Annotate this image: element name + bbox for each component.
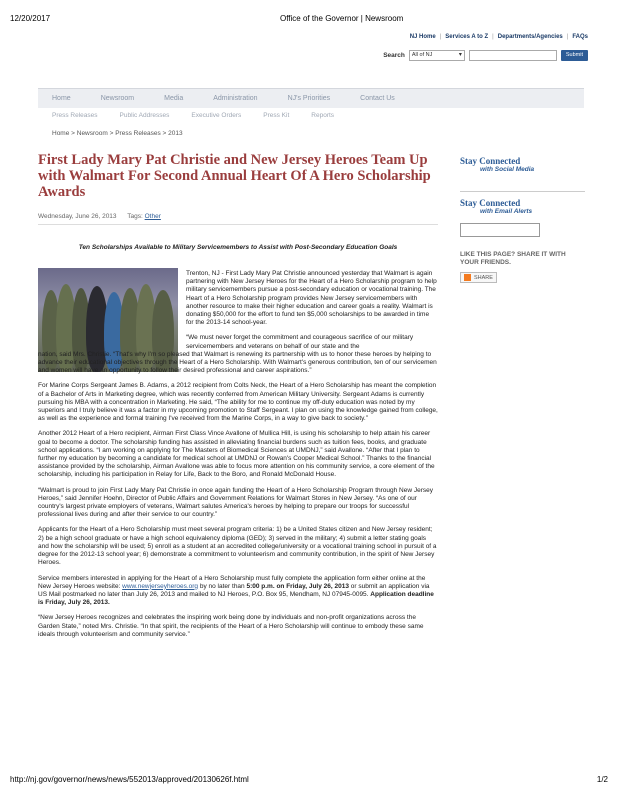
divider — [460, 191, 585, 192]
article-headline: First Lady Mary Pat Christie and New Jersey Heroes Team Up with Walmart For Second Annual Heart Of A Hero Scholarship Awards — [38, 152, 431, 200]
search-submit-button[interactable]: Submit — [561, 50, 588, 61]
separator: | — [492, 34, 494, 40]
nav-newsroom[interactable]: Newsroom — [100, 95, 135, 102]
search-label: Search — [383, 52, 405, 59]
toplink-nj-home[interactable]: NJ Home — [409, 34, 436, 40]
paragraph-avallone: Another 2012 Heart of a Hero recipient, Airman First Class Vince Avallone of Mullica Hill, is using his scholarship to help attain his career goal to become a doctor. The scholarship funding has assisted in alleviating financial burdens such as tuition fees, books, and graduate school applications. “I am working on applying for The Masters of Biomedical Sciences at UMDNJ,” said Avallone. “After that I plan to further my education by becoming a candidate for medical school at UMDNJ or Rowan's Cooper Medical School.” Thanks to the financial assistance provided by the scholarship, Airman Avallone was able to focus more attention on his community service, a core element of the scholarship, including his participation in Relay for Life, Back to the Boro, and Ronald McDonald House. — [38, 430, 435, 479]
paragraph-apply — [38, 575, 438, 608]
search-bar — [383, 50, 588, 61]
paragraph-quote-rest: nation, said Mrs. Christie. “That's why I'm so pleased that Walmart is renewing its partnership with us to honor these heroes by helping to advance their educational objectives through the Heart of a Hero Scholarship. With Walmart's generous contribution, ten of our servicemen and women will have an opportunity to follow their desired professional and career aspirations.” — [38, 350, 437, 375]
article-meta — [38, 213, 161, 220]
breadcrumb[interactable]: Home > Newsroom > Press Releases > 2013 — [52, 130, 183, 137]
subnav-press-releases[interactable]: Press Releases — [52, 112, 98, 119]
heroes-website-link[interactable]: www.newjerseyheroes.org — [122, 582, 199, 590]
search-scope-select[interactable]: All of NJ ▾ — [409, 50, 465, 61]
separator: | — [439, 34, 442, 40]
paragraph-walmart: “Walmart is proud to join First Lady Mary Pat Christie in once again funding the Heart of a Hero Scholarship Program through New Jersey Heroes,” said Jennifer Hoehn, Director of Public Affairs and Government Relations for Walmart Stores in New Jersey. “As one of our country's largest private employers of veterans, Walmart salutes America's heroes by helping to prepare our troops for successful professional lives during and after their service to our country.” — [38, 486, 433, 519]
paragraph-intro: Trenton, NJ - First Lady Mary Pat Christie announced yesterday that Walmart is again partnering with New Jersey Heroes for the Heart of a Hero Scholarship program to help military servicemembers pursue a post-secondary education or vocational training. The Heart of a Hero Scholarship program provides New Jersey servicemembers with another resource to make their higher education and career goals a reality. Walmart is donating $50,000 for the effort to fund ten $5,000 scholarships to be awarded in time for the 2013-14 school-year. — [186, 270, 437, 327]
social-sub[interactable]: with Social Media — [480, 166, 535, 173]
toplink-departments[interactable]: Departments/Agencies — [497, 34, 563, 40]
nav-home[interactable]: Home — [52, 95, 71, 102]
main-nav — [38, 88, 584, 108]
subnav-reports[interactable]: Reports — [311, 112, 335, 119]
email-input[interactable] — [460, 223, 540, 237]
sidebar — [460, 156, 585, 286]
apply-text-b: by no later than — [198, 582, 247, 590]
apply-deadline-time: 5:00 p.m. on Friday, July 26, 2013 — [246, 582, 349, 590]
article-date: Wednesday, June 26, 2013 — [38, 213, 117, 220]
paragraph-quote-start: “We must never forget the commitment and courageous sacrifice of our military servicemembers and veterans on behalf of our state and the — [186, 334, 414, 350]
share-icon — [464, 274, 471, 281]
search-input[interactable] — [469, 50, 557, 61]
share-prompt: LIKE THIS PAGE? SHARE IT WITH YOUR FRIENDS. — [460, 251, 566, 266]
tag-link[interactable]: Other — [144, 213, 161, 220]
subnav-press-kit[interactable]: Press Kit — [263, 112, 290, 119]
share-label: SHARE — [474, 274, 493, 281]
article-subhead: Ten Scholarships Available to Military Servicemembers to Assist with Post-Secondary Education Goals — [78, 244, 398, 251]
apply-text-a: Service members interested in applying for the Heart of a Hero Scholarship must fully complete the application form either online at the New Jersey Heroes website: — [38, 574, 426, 590]
toplink-faqs[interactable]: FAQs — [572, 34, 588, 40]
share-button[interactable] — [460, 272, 497, 283]
toplink-services[interactable]: Services A to Z — [445, 34, 489, 40]
paragraph-adams: For Marine Corps Sergeant James B. Adams, a 2012 recipient from Colts Neck, the Heart of a Hero Scholarship has meant the completion of a Bachelor of Arts in Marketing degree, which was recently conferred from American Military University. Sergeant Adams is currently pursuing his MBA with a concentration in Marketing. He said, “The ability for me to continue my off-duty education was noted by my superiors and I truly believe it was a factor in my upcoming promotion to Staff Sergeant. I plan on using the knowledge gained from college, as well as the experience and formal training I've received from the Marine Corps, in a way to give back to society.” — [38, 382, 438, 423]
nav-priorities[interactable]: NJ's Priorities — [287, 95, 331, 102]
print-date: 12/20/2017 — [10, 14, 51, 23]
nav-media[interactable]: Media — [164, 95, 184, 102]
apply-deadline: Application deadline is Friday, July 26, 2013. — [38, 590, 434, 607]
subnav-public-addresses[interactable]: Public Addresses — [119, 112, 170, 119]
nav-contact[interactable]: Contact Us — [360, 95, 395, 102]
article-body — [38, 270, 438, 646]
social-title[interactable]: Stay Connected — [460, 156, 521, 166]
paragraph-criteria: Applicants for the Heart of a Hero Scholarship must meet several program criteria: 1) be a United States citizen and New Jersey resident; 2) be a high school graduate or have a high school equivalency diploma (GED); 3) served in the military; 4) submit a letter stating goals and how the scholarship will be used; 5) enroll as a student at an accredited college/university or a vocational training school in pursuit of a degree for the 2012-13 school year; 6) demonstrate a commitment to volunteerism and community contribution, in the spirit of New Jersey Heroes. — [38, 526, 437, 567]
apply-text-c: or submit an application via US Mail postmarked no later than July 26, 2013 and mailed to NJ Heroes, P.O. Box 95, Mendham, NJ 07945-0095. — [38, 582, 430, 598]
nav-administration[interactable]: Administration — [213, 95, 258, 102]
subnav-executive-orders[interactable]: Executive Orders — [191, 112, 242, 119]
email-title[interactable]: Stay Connected — [460, 198, 521, 208]
paragraph-closing: “New Jersey Heroes recognizes and celebrates the inspiring work being done by individuals and non-profit organizations across the Garden State,” noted Mrs. Christie. “In that spirit, the recipients of the Heart of a Hero Scholarship will continue to embody these same ideals through volunteerism and community service.” — [38, 614, 424, 638]
print-title: Office of the Governor | Newsroom — [280, 14, 404, 23]
separator: | — [566, 34, 569, 40]
tags-label: Tags: — [127, 213, 143, 220]
email-sub[interactable]: with Email Alerts — [480, 208, 533, 215]
page-number: 1/2 — [596, 775, 608, 784]
sub-nav — [52, 112, 334, 119]
page-url: http://nj.gov/governor/news/news/552013/approved/20130626f.html — [10, 775, 249, 784]
top-links — [410, 34, 588, 40]
divider — [38, 224, 438, 225]
